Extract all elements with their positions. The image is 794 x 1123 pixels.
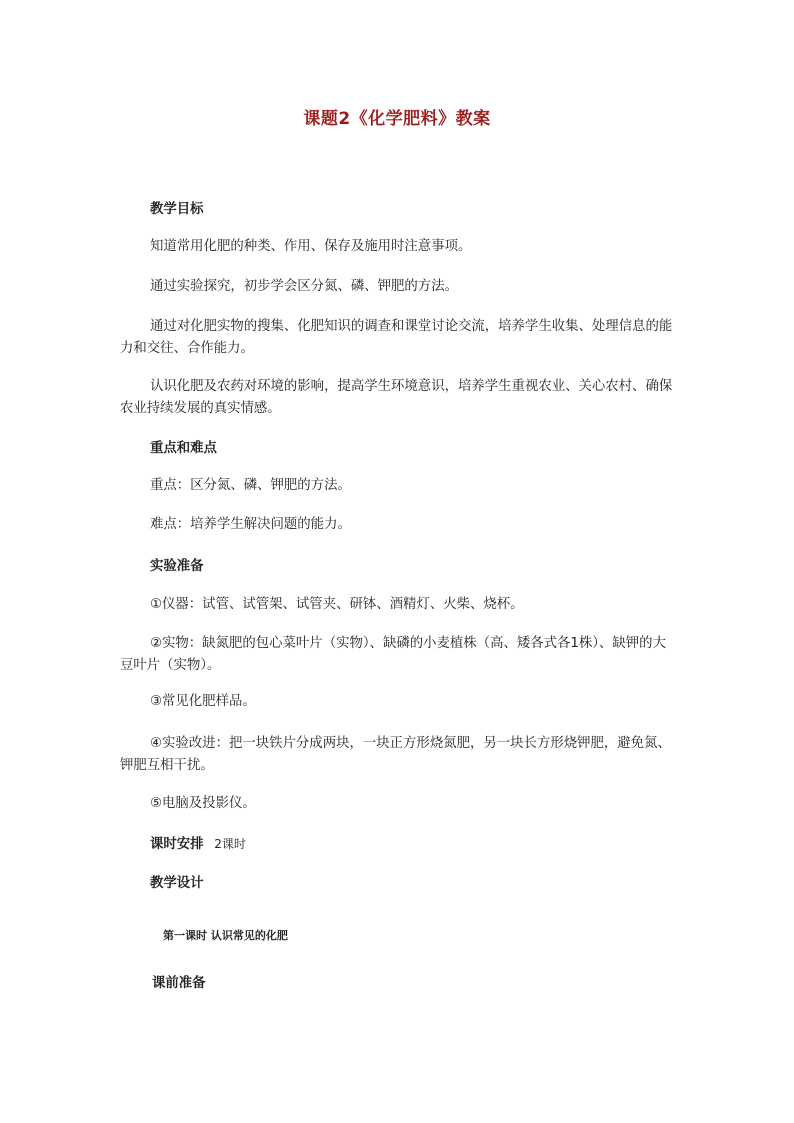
prep-item-2: ②实物：缺氮肥的包心菜叶片（实物）、缺磷的小麦植株（高、矮各式各1株）、缺钾的大豆叶片（实物）。 (120, 636, 666, 673)
prep-item-3: ③常见化肥样品。 (150, 694, 256, 709)
prep-item-5: ⑤电脑及投影仪。 (150, 796, 256, 811)
difficult-point-text: 难点：培养学生解决问题的能力。 (150, 517, 351, 532)
prep-item-1: ①仪器：试管、试管架、试管夹、研钵、酒精灯、火柴、烧杯。 (150, 597, 524, 612)
experiment-prep-heading: 实验准备 (150, 559, 204, 574)
key-points-heading: 重点和难点 (150, 441, 217, 456)
goal-paragraph-1: 知道常用化肥的种类、作用、保存及施用时注意事项。 (150, 239, 472, 254)
schedule-line (150, 833, 246, 852)
goal-paragraph-2: 通过实验探究，初步学会区分氮、磷、钾肥的方法。 (150, 279, 458, 294)
goals-heading: 教学目标 (150, 202, 204, 217)
preclass-heading: 课前准备 (152, 976, 206, 991)
document-title: 课题2《化学肥料》教案 (303, 109, 491, 129)
schedule-value: 2课时 (214, 837, 246, 851)
lesson-one-heading: 第一课时 认识常见的化肥 (163, 929, 288, 942)
key-point-text: 重点：区分氮、磷、钾肥的方法。 (150, 478, 351, 493)
goal-paragraph-4: 认识化肥及农药对环境的影响，提高学生环境意识，培养学生重视农业、关心农村、确保农业持续发展的真实情感。 (120, 379, 673, 416)
schedule-label: 课时安排 (150, 837, 204, 852)
goal-paragraph-3: 通过对化肥实物的搜集、化肥知识的调查和课堂讨论交流，培养学生收集、处理信息的能力和交往、合作能力。 (120, 319, 673, 356)
teaching-design-heading: 教学设计 (150, 876, 204, 891)
prep-item-4: ④实验改进：把一块铁片分成两块，一块正方形烧氮肥，另一块长方形烧钾肥，避免氮、钾肥互相干扰。 (120, 736, 671, 773)
